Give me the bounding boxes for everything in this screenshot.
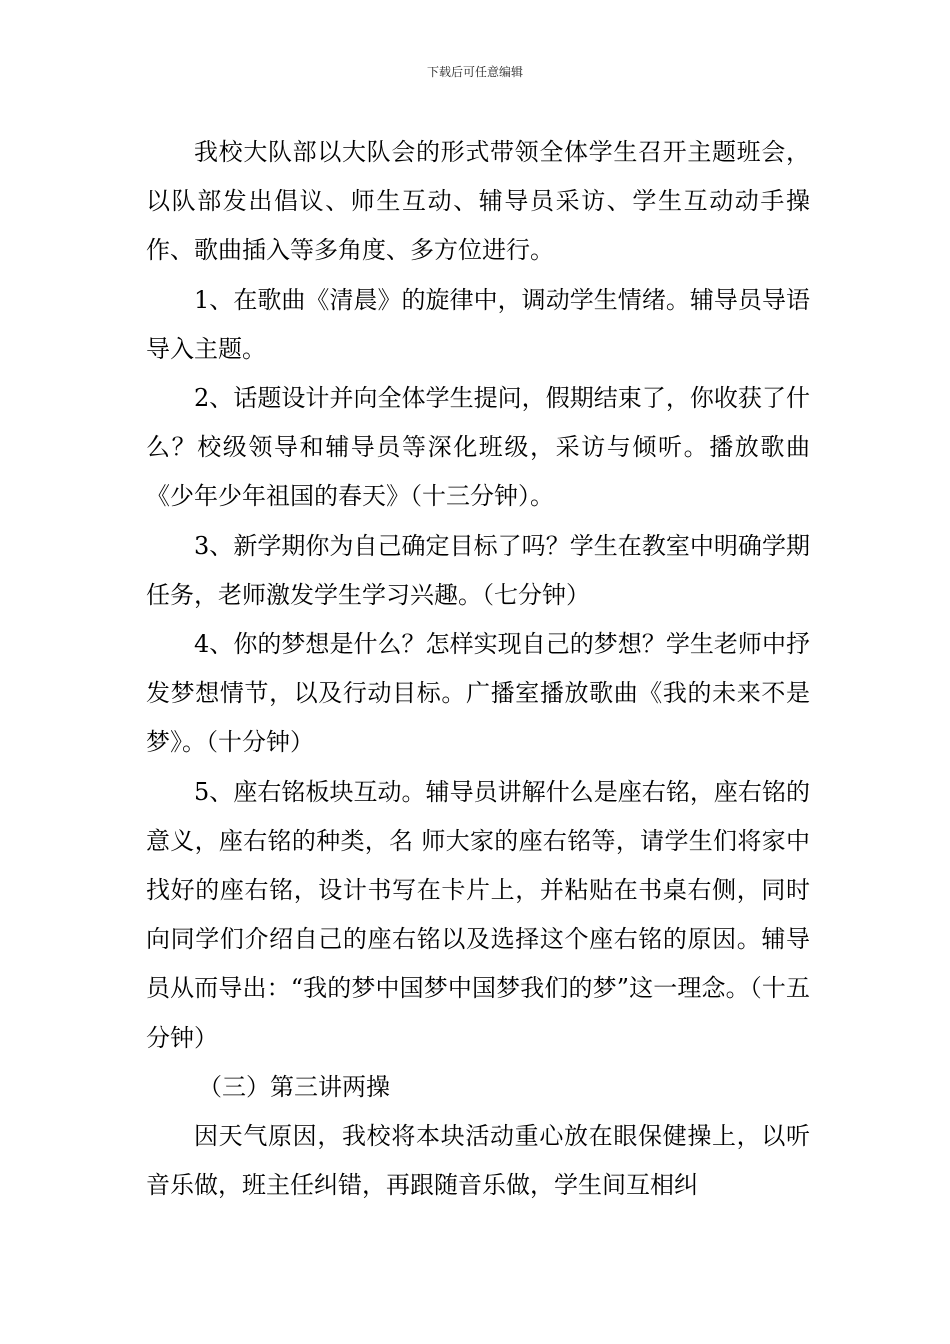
section-heading: （三）第三讲两操 xyxy=(198,1072,390,1101)
paragraph-item-3: 3、新学期你为自己确定目标了吗？学生在教室中明确学期任务，老师激发学生学习兴趣。（七分钟） xyxy=(146,531,810,609)
document-body xyxy=(146,128,810,1210)
page-header: 下载后可任意编辑 xyxy=(426,65,523,79)
paragraph-item-4: 4、你的梦想是什么？怎样实现自己的梦想？学生老师中抒发梦想情节，以及行动目标。广播室播放歌曲《我的未来不是梦》。（十分钟） xyxy=(146,630,810,757)
paragraph-eye-exercise: 因天气原因，我校将本块活动重心放在眼保健操上，以听音乐做，班主任纠错，再跟随音乐做，学生间互相纠 xyxy=(146,1122,810,1200)
paragraph-item-5: 5、座右铭板块互动。辅导员讲解什么是座右铭，座右铭的意义，座右铭的种类，名 师大家的座右铭等，请学生们将家中找好的座右铭，设计书写在卡片上，并粘贴在书桌右侧，同时向同学们介绍自己的座右铭以及选择这个座右铭的原因。辅导员从而导出：“我的梦中国梦中国梦我们的梦”这一理念。（十五分钟） xyxy=(146,777,810,1052)
paragraph-intro: 我校大队部以大队会的形式带领全体学生召开主题班会，以队部发出倡议、师生互动、辅导员采访、学生互动动手操作、歌曲插入等多角度、多方位进行。 xyxy=(146,138,810,265)
paragraph-item-2: 2、话题设计并向全体学生提问，假期结束了，你收获了什么？校级领导和辅导员等深化班级，采访与倾听。播放歌曲《少年少年祖国的春天》（十三分钟）。 xyxy=(146,384,810,511)
paragraph-item-1: 1、在歌曲《清晨》的旋律中，调动学生情绪。辅导员导语导入主题。 xyxy=(146,285,810,363)
